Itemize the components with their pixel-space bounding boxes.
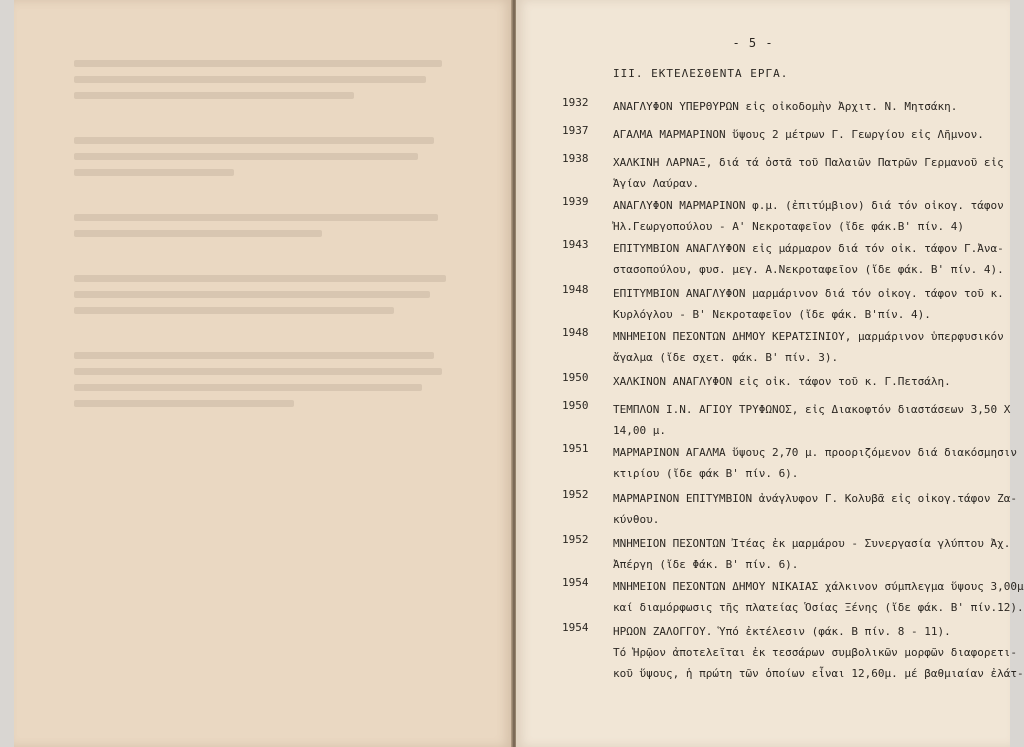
entry-line: ΜΑΡΜΑΡΙΝΟΝ ΑΓΑΛΜΑ ὕψους 2,70 μ. προοριζόμενον διά διακόσμησιν xyxy=(613,446,1017,459)
entry-line: ΕΠΙΤΥΜΒΙΟΝ ΑΝΑΓΛΥΦΟΝ μαρμάρινον διά τόν οἰκογ. τάφον τοῦ κ. xyxy=(613,287,1004,300)
entry-year: 1950 xyxy=(562,371,589,384)
entry-text xyxy=(613,442,1017,484)
entry-line: κτιρίου (ἴδε φάκ Β' πίν. 6). xyxy=(613,467,799,480)
entry-text xyxy=(613,124,983,145)
entry-line: κύνθου. xyxy=(613,513,660,526)
entry-line: ΜΝΗΜΕΙΟΝ ΠΕΣΟΝΤΩΝ ΔΗΜΟΥ ΝΙΚΑΙΑΣ χάλκινον σύμπλεγμα ὕψους 3,00μ xyxy=(613,580,1024,593)
entry-line: ΑΓΑΛΜΑ ΜΑΡΜΑΡΙΝΟΝ ὕψους 2 μέτρων Γ. Γεωργίου εἰς Λῆμνον. xyxy=(613,128,984,141)
entry-year: 1937 xyxy=(562,124,589,137)
entry-year: 1954 xyxy=(562,576,589,589)
entry-year: 1939 xyxy=(562,195,589,208)
entry-text xyxy=(613,621,1024,684)
entry-text xyxy=(613,238,1004,280)
left-page xyxy=(14,0,512,747)
entry-year: 1952 xyxy=(562,533,589,546)
entry-text xyxy=(613,488,1017,530)
entry-line: ΕΠΙΤΥΜΒΙΟΝ ΑΝΑΓΛΥΦΟΝ εἰς μάρμαρον διά τόν οἰκ. τάφον Γ.Ἀνα- xyxy=(613,242,1004,255)
bleed-through-text xyxy=(74,60,474,440)
entry-text xyxy=(613,96,983,117)
entry-line: Κυρλόγλου - Β' Νεκροταφεῖον (ἴδε φάκ. Β'πίν. 4). xyxy=(613,308,931,321)
entry-year: 1950 xyxy=(562,399,589,412)
entry-year: 1951 xyxy=(562,442,589,455)
entry-line: κοῦ ὕψους, ἡ πρώτη τῶν ὁποίων εἶναι 12,60μ. μέ βαθμιαίαν ἐλάτ- xyxy=(613,667,1024,680)
entry-year: 1948 xyxy=(562,283,589,296)
entry-year: 1943 xyxy=(562,238,589,251)
entry-text xyxy=(613,576,1024,618)
entry-year: 1938 xyxy=(562,152,589,165)
entry-line: ΧΑΛΚΙΝΟΝ ΑΝΑΓΛΥΦΟΝ εἰς οἰκ. τάφον τοῦ κ. Γ.Πετσάλη. xyxy=(613,375,951,388)
entry-line: ΜΑΡΜΑΡΙΝΟΝ ΕΠΙΤΥΜΒΙΟΝ ἀνάγλυφον Γ. Κολυβᾶ εἰς οἰκογ.τάφον Ζα- xyxy=(613,492,1017,505)
entry-year: 1948 xyxy=(562,326,589,339)
entry-line: Ἁγίαν Λαύραν. xyxy=(613,177,700,190)
entry-text xyxy=(613,283,1004,325)
section-title: III. ΕΚΤΕΛΕΣΘΕΝΤΑ ΕΡΓΑ. xyxy=(613,67,789,80)
page-number: - 5 - xyxy=(732,36,774,50)
entry-line: ΑΝΑΓΛΥΦΟΝ ΜΑΡΜΑΡΙΝΟΝ φ.μ. (ἐπιτύμβιον) διά τόν οἰκογ. τάφον xyxy=(613,199,1004,212)
entry-line: Ἀπέργη (ἴδε Φάκ. Β' πίν. 6). xyxy=(613,558,799,571)
entry-line: ΑΝΑΓΛΥΦΟΝ ΥΠΕΡΘΥΡΩΝ εἰς οἰκοδομὴν Ἀρχιτ. Ν. Μητσάκη. xyxy=(613,100,958,113)
entry-text xyxy=(613,152,1004,194)
entry-line: στασοπούλου, φυσ. μεγ. Α.Νεκροταφεῖον (ἴδε φάκ. Β' πίν. 4). xyxy=(613,263,1004,276)
entry-year: 1952 xyxy=(562,488,589,501)
entry-line: 14,00 μ. xyxy=(613,424,666,437)
entry-line: Τό Ἡρῷον ἀποτελεῖται ἐκ τεσσάρων συμβολικῶν μορφῶν διαφορετι- xyxy=(613,646,1017,659)
entry-line: ΤΕΜΠΛΟΝ Ι.Ν. ΑΓΙΟΥ ΤΡΥΦΩΝΟΣ, εἰς Διακοφτόν διαστάσεων 3,50 Χ xyxy=(613,403,1011,416)
entry-line: ΧΑΛΚΙΝΗ ΛΑΡΝΑΞ, διά τά ὀστᾶ τοῦ Παλαιῶν Πατρῶν Γερμανοῦ εἰς xyxy=(613,156,1004,169)
entry-line: ΗΡΩΟΝ ΖΑΛΟΓΓΟΥ. Ὑπό ἐκτέλεσιν (φάκ. Β πίν. 8 - 11). xyxy=(613,625,951,638)
entry-text xyxy=(613,195,1004,237)
entry-text xyxy=(613,326,1004,368)
entry-line: καί διαμόρφωσις τῆς πλατείας Ὁσίας Ξένης (ἴδε φάκ. Β' πίν.12). xyxy=(613,601,1024,614)
entry-line: ΜΝΗΜΕΙΟΝ ΠΕΣΟΝΤΩΝ Ἰτέας ἐκ μαρμάρου - Συνεργασία γλύπτου Ἀχ. xyxy=(613,537,1011,550)
entry-text xyxy=(613,533,1011,575)
entry-line: ἄγαλμα (ἴδε σχετ. φάκ. Β' πίν. 3). xyxy=(613,351,839,364)
entry-year: 1932 xyxy=(562,96,589,109)
entry-line: ΜΝΗΜΕΙΟΝ ΠΕΣΟΝΤΩΝ ΔΗΜΟΥ ΚΕΡΑΤΣΙΝΙΟΥ, μαρμάρινον ὑπερφυσικόν xyxy=(613,330,1004,343)
entry-year: 1954 xyxy=(562,621,589,634)
entry-text xyxy=(613,371,983,392)
entry-text xyxy=(613,399,1011,441)
entry-line: Ἠλ.Γεωργοπούλου - Α' Νεκροταφεῖον (ἴδε φάκ.Β' πίν. 4) xyxy=(613,220,964,233)
